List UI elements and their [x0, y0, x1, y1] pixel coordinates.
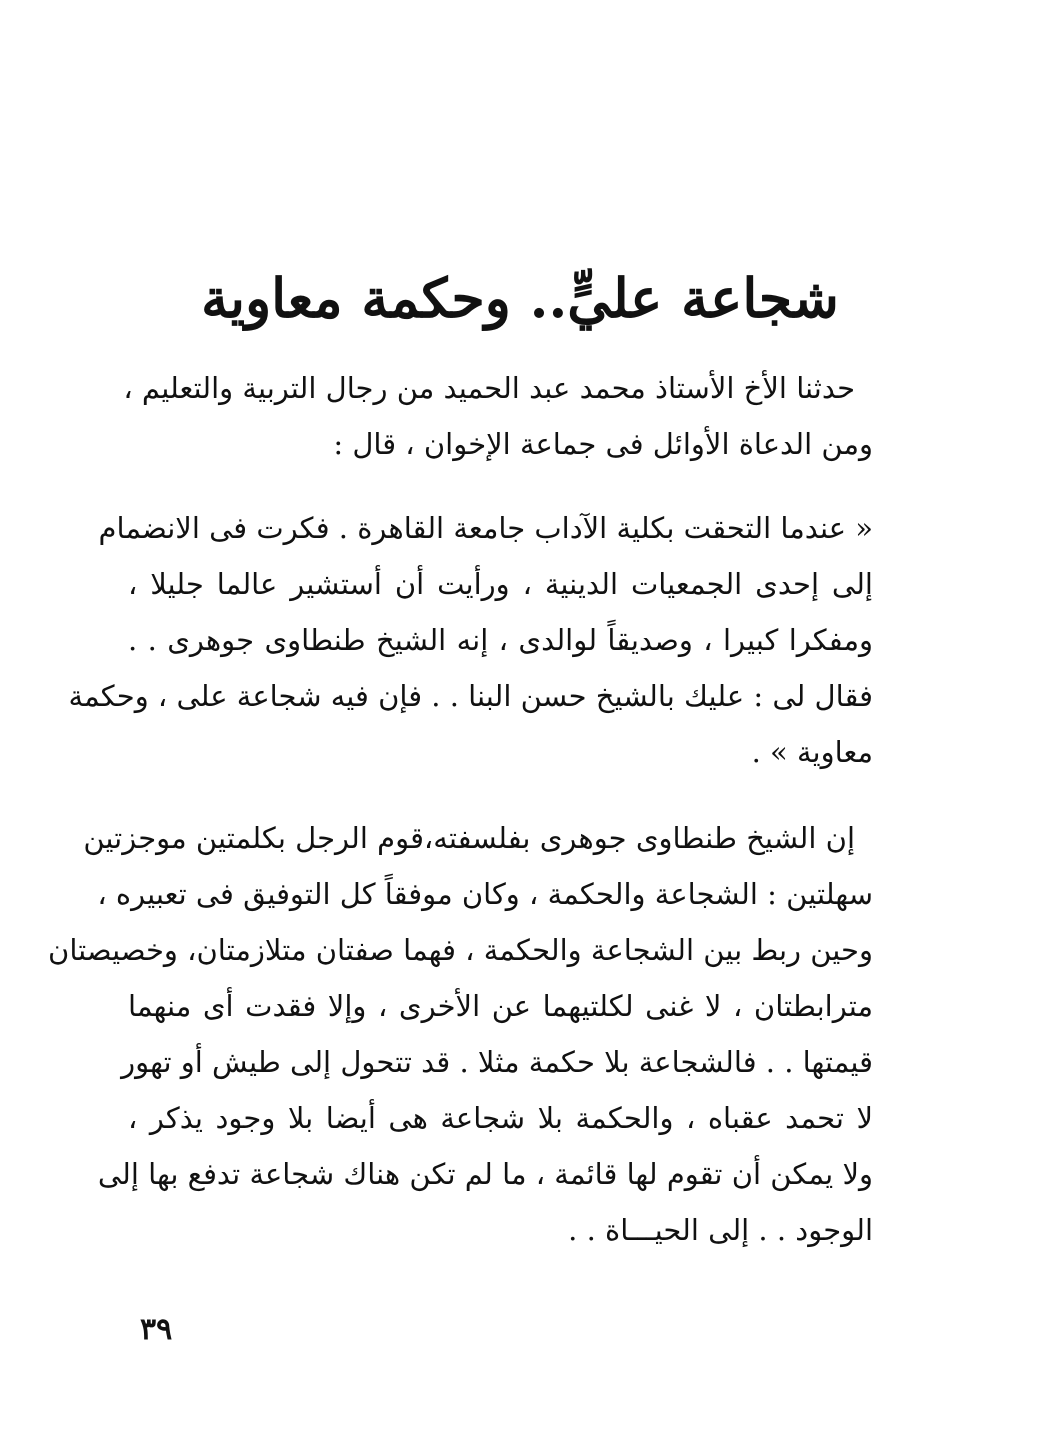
paragraph-line: معاوية » . [751, 735, 873, 769]
chapter-title: شجاعة عليٍّ.. وحكمة معاوية [201, 266, 839, 331]
paragraph-line: قيمتها . . فالشجاعة بلا حكمة مثلا . قد تتحول إلى طيش أو تهور [121, 1045, 873, 1079]
page-number: ٣٩ [140, 1312, 173, 1347]
paragraph-line: مترابطتان ، لا غنى لكلتيهما عن الأخرى ، وإلا فقدت أى منهما [128, 989, 873, 1023]
paragraph-line: ولا يمكن أن تقوم لها قائمة ، ما لم تكن هناك شجاعة تدفع بها إلى [97, 1157, 873, 1191]
paragraph-quote [68, 500, 873, 780]
paragraph-line: وحين ربط بين الشجاعة والحكمة ، فهما صفتان متلازمتان، وخصيصتان [48, 933, 873, 967]
paragraph-line: فقال لى : عليك بالشيخ حسن البنا . . فإن فيه شجاعة على ، وحكمة [68, 679, 873, 713]
paragraph-intro [123, 360, 873, 472]
paragraph-line: ومفكرا كبيرا ، وصديقاً لوالدى ، إنه الشيخ طنطاوى جوهرى . . [128, 623, 873, 657]
paragraph-line: إلى إحدى الجمعيات الدينية ، ورأيت أن أستشير عالما جليلا ، [128, 567, 873, 601]
paragraph-line: الوجود . . إلى الحيـــاة . . [568, 1213, 873, 1247]
paragraph-body [48, 810, 873, 1258]
paragraph-line: إن الشيخ طنطاوى جوهرى بفلسفته،قوم الرجل بكلمتين موجزتين [83, 821, 855, 855]
paragraph-line: « عندما التحقت بكلية الآداب جامعة القاهرة . فكرت فى الانضمام [98, 511, 873, 545]
paragraph-line: حدثنا الأخ الأستاذ محمد عبد الحميد من رجال التربية والتعليم ، [123, 371, 855, 405]
paragraph-line: ومن الدعاة الأوائل فى جماعة الإخوان ، قال : [333, 427, 873, 461]
paragraph-line: سهلتين : الشجاعة والحكمة ، وكان موفقاً كل التوفيق فى تعبيره ، [97, 877, 873, 911]
paragraph-line: لا تحمد عقباه ، والحكمة بلا شجاعة هى أيضا بلا وجود يذكر ، [128, 1101, 873, 1135]
